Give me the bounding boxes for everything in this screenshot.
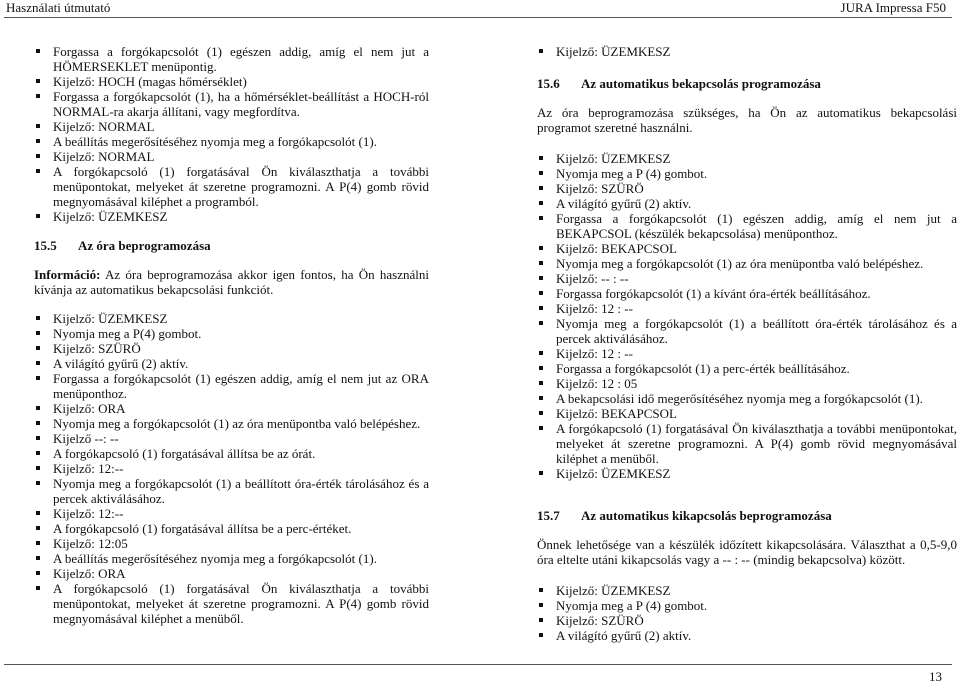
list-item: Kijelző: ORA: [34, 401, 429, 416]
list-item: Kijelző: 12:05: [34, 536, 429, 551]
list-item: A forgókapcsoló (1) forgatásával Ön kiválaszthatja a további menüpontokat, melyeket át szeretne programozni. A P(4) gomb rövid megnyomásával kiléphet a menüből.: [34, 581, 429, 626]
info-text: Az óra beprogramozása akkor igen fontos, ha Ön használni kívánja az automatikus bekapcsolási funkciót.: [34, 267, 429, 297]
list-item: Nyomja meg a P (4) gombot.: [537, 166, 957, 181]
left-column: [34, 44, 429, 626]
section-15-7-text: Önnek lehetősége van a készülék időzített kikapcsolására. Választhat a 0,5-9,0 óra eltelte utáni kikapcsolás vagy a -- : -- (mindig bekapcsolva) között.: [537, 537, 957, 567]
list-item: Nyomja meg a forgókapcsolót (1) a beállított óra-érték tárolásához és a percek aktiválásához.: [537, 316, 957, 346]
page-header: [0, 0, 960, 16]
list-item: Kijelző: 12:--: [34, 506, 429, 521]
list-item: Kijelző: 12 : 05: [537, 376, 957, 391]
list-item: A világító gyűrű (2) aktív.: [34, 356, 429, 371]
list-item: Forgassa a forgókapcsolót (1), ha a hőmérséklet-beállítást a HOCH-ról NORMAL-ra akarja állítani, vagy megfordítva.: [34, 89, 429, 119]
left-steps-list-2: [34, 311, 429, 626]
right-column: [537, 44, 957, 643]
list-item: Kijelző: ÜZEMKESZ: [537, 583, 957, 598]
list-item: Kijelző: NORMAL: [34, 149, 429, 164]
header-manual-title: Használati útmutató: [6, 0, 111, 15]
list-item: A forgókapcsoló (1) forgatásával Ön kiválaszthatja a további menüpontokat, melyeket át szeretne programozni. A P(4) gomb rövid megnyomásával kiléphet a programból.: [34, 164, 429, 209]
list-item: Nyomja meg a forgókapcsolót (1) az óra menüpontba való belépéshez.: [34, 416, 429, 431]
list-item: Forgassa a forgókapcsolót (1) egészen addig, amíg el nem jut a BEKAPCSOL (készülék bekapcsolása) menüponthoz.: [537, 211, 957, 241]
list-item: Kijelző: SZÜRÖ: [34, 341, 429, 356]
header-product-name: JURA Impressa F50: [840, 0, 946, 15]
section-title: Az automatikus kikapcsolás beprogramozása: [581, 508, 832, 523]
list-item: Kijelző: HOCH (magas hőmérséklet): [34, 74, 429, 89]
list-item: Kijelző: 12:--: [34, 461, 429, 476]
info-label: Információ:: [34, 267, 101, 282]
list-item: Kijelző: BEKAPCSOL: [537, 406, 957, 421]
footer-divider: [4, 664, 952, 665]
list-item: Nyomja meg a P(4) gombot.: [34, 326, 429, 341]
list-item: A forgókapcsoló (1) forgatásával állítsa be az órát.: [34, 446, 429, 461]
list-item: Forgassa a forgókapcsolót (1) a perc-érték beállításához.: [537, 361, 957, 376]
list-item: A világító gyűrű (2) aktív.: [537, 196, 957, 211]
list-item: Kijelző: ÜZEMKESZ: [537, 151, 957, 166]
list-item: Nyomja meg a forgókapcsolót (1) a beállított óra-érték tárolásához és a percek aktiválásához.: [34, 476, 429, 506]
section-15-6-text: Az óra beprogramozása szükséges, ha Ön az automatikus bekapcsolási programot szeretné használni.: [537, 105, 957, 135]
section-title: Az óra beprogramozása: [78, 238, 211, 253]
section-number: 15.7: [537, 508, 560, 523]
list-item: Kijelző: 12 : --: [537, 301, 957, 316]
right-steps-list-2: [537, 583, 957, 643]
section-number: 15.6: [537, 76, 560, 91]
page-number: 13: [929, 669, 942, 684]
section-15-6-heading: [537, 76, 957, 91]
list-item: Kijelző: 12 : --: [537, 346, 957, 361]
list-item: Nyomja meg a P (4) gombot.: [537, 598, 957, 613]
list-item: Kijelző: ÜZEMKESZ: [537, 44, 957, 59]
section-number: 15.5: [34, 238, 57, 253]
section-title: Az automatikus bekapcsolás programozása: [581, 76, 821, 91]
list-item: Kijelző: SZÜRÖ: [537, 181, 957, 196]
list-item: A forgókapcsoló (1) forgatásával állítsa be a perc-értéket.: [34, 521, 429, 536]
list-item: Forgassa forgókapcsolót (1) a kívánt óra-érték beállításához.: [537, 286, 957, 301]
list-item: Kijelző: ÜZEMKESZ: [34, 209, 429, 224]
list-item: Nyomja meg a forgókapcsolót (1) az óra menüpontba való belépéshez.: [537, 256, 957, 271]
right-steps-list-1: [537, 151, 957, 481]
list-item: Kijelző: ORA: [34, 566, 429, 581]
header-divider: [4, 17, 952, 18]
list-item: Forgassa a forgókapcsolót (1) egészen addig, amíg el nem jut az ORA menüponthoz.: [34, 371, 429, 401]
list-item: Kijelző: ÜZEMKESZ: [34, 311, 429, 326]
section-15-7-heading: [537, 508, 957, 523]
list-item: Kijelző: NORMAL: [34, 119, 429, 134]
list-item: A forgókapcsoló (1) forgatásával Ön kiválaszthatja a további menüpontokat, melyeket át szeretne programozni. A P(4) gomb rövid megnyomásával kiléphet a menüből.: [537, 421, 957, 466]
list-item: Kijelző: -- : --: [537, 271, 957, 286]
right-steps-list-0: [537, 44, 957, 59]
list-item: Forgassa a forgókapcsolót (1) egészen addig, amíg el nem jut a HÖMERSEKLET menüpontig.: [34, 44, 429, 74]
list-item: A beállítás megerősítéséhez nyomja meg a forgókapcsolót (1).: [34, 134, 429, 149]
left-steps-list-1: [34, 44, 429, 224]
list-item: A beállítás megerősítéséhez nyomja meg a forgókapcsolót (1).: [34, 551, 429, 566]
section-15-5-info: [34, 267, 429, 297]
list-item: Kijelző: ÜZEMKESZ: [537, 466, 957, 481]
list-item: A világító gyűrű (2) aktív.: [537, 628, 957, 643]
list-item: Kijelző: SZÜRÖ: [537, 613, 957, 628]
list-item: Kijelző: BEKAPCSOL: [537, 241, 957, 256]
list-item: Kijelző --: --: [34, 431, 429, 446]
section-15-5-heading: [34, 238, 429, 253]
list-item: A bekapcsolási idő megerősítéséhez nyomja meg a forgókapcsolót (1).: [537, 391, 957, 406]
